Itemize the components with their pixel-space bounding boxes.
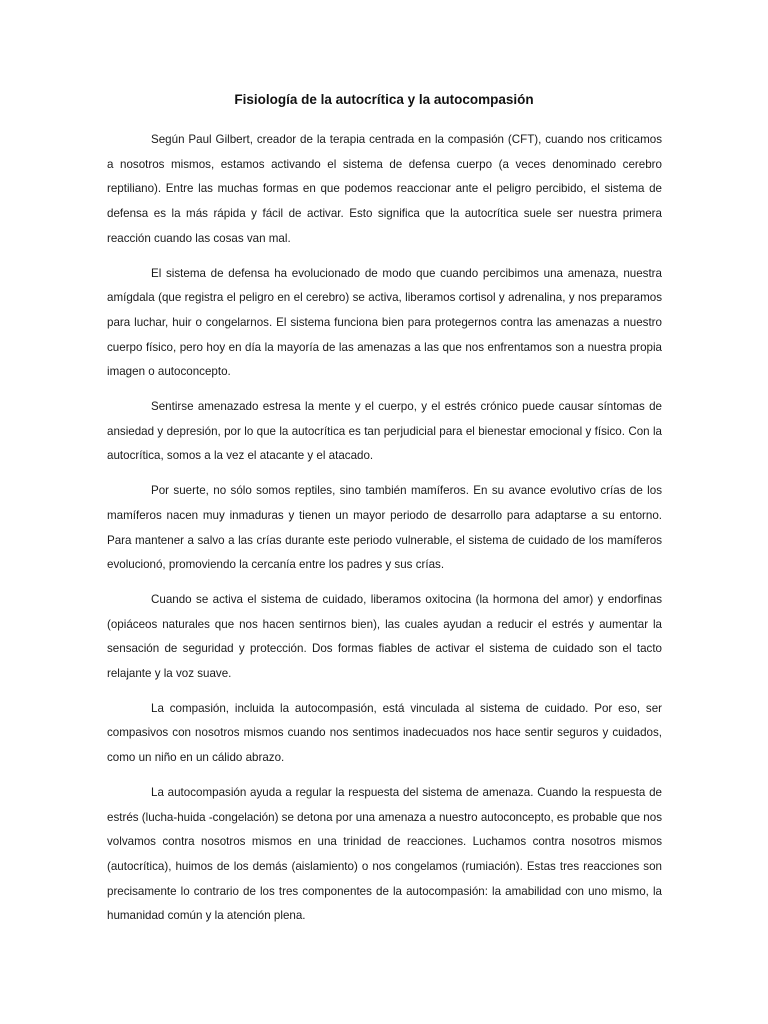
document-title: Fisiología de la autocrítica y la autocompasión — [234, 92, 534, 107]
paragraph-2: El sistema de defensa ha evolucionado de modo que cuando percibimos una amenaza, nuestra amígdala (que registra el peligro en el cerebro) se activa, liberamos cortisol y adrenalina, y nos preparamos para luchar, huir o congelarnos. El sistema funciona bien para protegernos contra las amenazas a nuestro cuerpo físico, pero hoy en día la mayoría de las amenazas a las que nos enfrentamos son a nuestra propia imagen o autoconcepto. — [107, 266, 662, 379]
document-body — [107, 128, 662, 939]
paragraph-3: Sentirse amenazado estresa la mente y el cuerpo, y el estrés crónico puede causar síntomas de ansiedad y depresión, por lo que la autocrítica es tan perjudicial para el bienestar emocional y físico. Con la autocrítica, somos a la vez el atacante y el atacado. — [107, 400, 662, 463]
paragraph-6: La compasión, incluida la autocompasión, está vinculada al sistema de cuidado. Por eso, ser compasivos con nosotros mismos cuando nos sentimos inadecuados nos hace sentir seguros y cuidados, como un niño en un cálido abrazo. — [107, 701, 662, 765]
paragraph-4: Por suerte, no sólo somos reptiles, sino también mamíferos. En su avance evolutivo crías de los mamíferos nacen muy inmaduras y tienen un mayor periodo de desarrollo para adaptarse a su entorno. Para mantener a salvo a las crías durante este periodo vulnerable, el sistema de cuidado de los mamíferos evolucionó, promoviendo la cercanía entre los padres y sus crías. — [107, 484, 662, 572]
paragraph-1: Según Paul Gilbert, creador de la terapia centrada en la compasión (CFT), cuando nos criticamos a nosotros mismos, estamos activando el sistema de defensa cuerpo (a veces denominado cerebro reptiliano). Entre las muchas formas en que podemos reaccionar ante el peligro percibido, el sistema de defensa es la más rápida y fácil de activar. Esto significa que la autocrítica suele ser nuestra primera reacción cuando las cosas van mal. — [107, 133, 662, 245]
paragraph-7: La autocompasión ayuda a regular la respuesta del sistema de amenaza. Cuando la respuesta de estrés (lucha-huida -congelación) se detona por una amenaza a nuestro autoconcepto, es probable que nos volvamos contra nosotros mismos en una trinidad de reacciones. Luchamos contra nosotros mismos (autocrítica), huimos de los demás (aislamiento) o nos congelamos (rumiación). Estas tres reacciones son precisamente lo contrario de los tres componentes de la autocompasión: la amabilidad con uno mismo, la humanidad común y la atención plena. — [107, 785, 662, 923]
paragraph-5: Cuando se activa el sistema de cuidado, liberamos oxitocina (la hormona del amor) y endorfinas (opiáceos naturales que nos hacen sentirnos bien), las cuales ayudan a reducir el estrés y aumentar la sensación de seguridad y protección. Dos formas fiables de activar el sistema de cuidado son el tacto relajante y la voz suave. — [107, 592, 662, 681]
